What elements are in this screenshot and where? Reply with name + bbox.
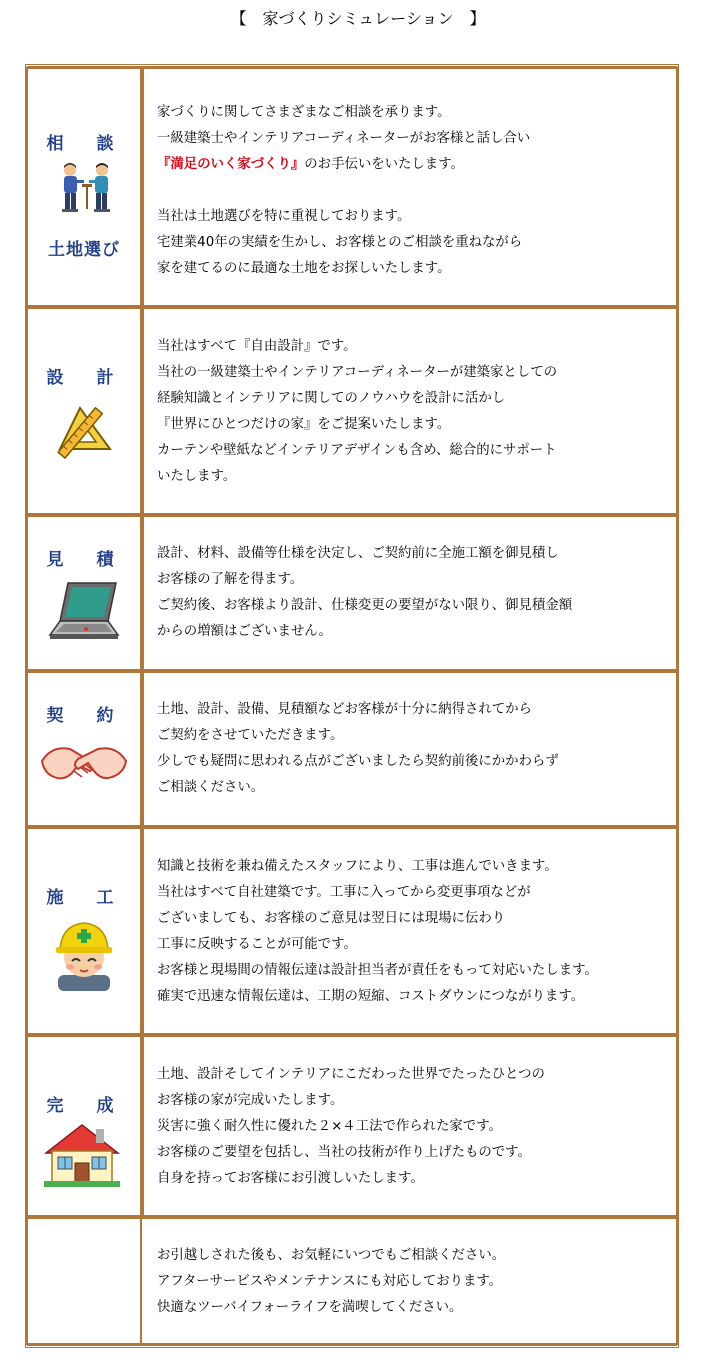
construction-worker-icon	[50, 917, 118, 997]
description-line: 災害に強く耐久性に優れた２×４工法で作られた家です。	[157, 1119, 502, 1134]
description-line: いたします。	[157, 469, 237, 484]
step-label-completion: 完 成	[46, 1096, 122, 1116]
step-description-cell	[142, 827, 678, 1035]
step-row-design	[26, 307, 678, 515]
step-description	[157, 334, 557, 490]
highlight-text: 『満足のいく家づくり』	[157, 157, 305, 172]
description-line: 少しでも疑問に思われる点がございましたら契約前後にかかわらず	[157, 754, 559, 769]
description-line: からの増額はございません。	[157, 624, 332, 639]
step-description-cell	[142, 671, 678, 827]
step-description	[157, 100, 530, 282]
step-label-cell	[26, 67, 142, 307]
description-line: 当社はすべて自社建築です。工事に入ってから変更事項などが	[157, 885, 531, 900]
meeting-icon	[58, 158, 114, 218]
step-description-cell	[142, 307, 678, 515]
description-line: 工事に反映することが可能です。	[157, 937, 357, 952]
description-line: ご相談ください。	[157, 780, 265, 795]
step-description-cell	[142, 1035, 678, 1217]
description-line: カーテンや壁紙などインテリアデザインも含め、総合的にサポート	[157, 443, 557, 458]
description-line: 土地、設計そしてインテリアにこだわった世界でたったひとつの	[157, 1067, 545, 1082]
description-line: お引越しされた後も、お気軽にいつでもご相談ください。	[157, 1248, 506, 1263]
set-square-ruler-icon	[50, 394, 120, 468]
step-row-consultation	[26, 67, 678, 307]
highlight-text-after: のお手伝いをいたします。	[304, 157, 464, 172]
blank-line	[157, 178, 530, 204]
step-description	[157, 697, 559, 801]
description-line: 当社の一級建築士やインテリアコーディネーターが建築家としての	[157, 365, 557, 380]
step-label-construction: 施 工	[46, 888, 122, 908]
description-line: お客様のご要望を包括し、当社の技術が作り上げたものです。	[157, 1145, 531, 1160]
step-label-estimate: 見 積	[46, 550, 122, 570]
description-line: 宅建業40年の実績を生かし、お客様とのご相談を重ねながら	[157, 235, 523, 250]
step-label-contract: 契 約	[46, 706, 122, 726]
description-line: 家を建てるのに最適な土地をお探しいたします。	[157, 261, 451, 276]
step-row-estimate	[26, 515, 678, 671]
description-line: お客様の家が完成いたします。	[157, 1093, 344, 1108]
step-row-construction	[26, 827, 678, 1035]
description-line: 自身を持ってお客様にお引渡しいたします。	[157, 1171, 424, 1186]
step-label-design: 設 計	[46, 368, 122, 388]
closing-row	[26, 1217, 678, 1345]
handshake-icon	[38, 737, 130, 795]
description-line: 当社はすべて『自由設計』です。	[157, 339, 357, 354]
description-line-highlight	[157, 152, 530, 178]
description-line: 快適なツーバイフォーライフを満喫してください。	[157, 1300, 463, 1315]
description-line: お客様と現場間の情報伝達は設計担当者が責任をもって対応いたします。	[157, 963, 598, 978]
step-label-land-selection: 土地選び	[48, 240, 120, 260]
page-title: 【 家づくりシミュレーション 】	[230, 9, 486, 28]
step-description	[157, 541, 572, 645]
step-label-cell	[26, 671, 142, 827]
step-row-completion	[26, 1035, 678, 1217]
description-line: 『世界にひとつだけの家』をご提案いたします。	[157, 417, 451, 432]
description-line: 土地、設計、設備、見積額などお客様が十分に納得されてから	[157, 702, 532, 717]
step-label-consultation: 相 談	[46, 134, 122, 154]
description-line: ご契約をさせていただきます。	[157, 728, 344, 743]
closing-message-cell	[26, 1217, 678, 1345]
description-line: 確実で迅速な情報伝達は、工期の短縮、コストダウンにつながります。	[157, 989, 585, 1004]
description-line: 当社は土地選びを特に重視しております。	[157, 209, 411, 224]
step-description	[157, 854, 598, 1010]
step-description	[157, 1062, 545, 1192]
house-icon	[44, 1123, 120, 1191]
step-label-cell	[26, 1035, 142, 1217]
laptop-icon	[46, 579, 122, 647]
description-line: 家づくりに関してさまざまなご相談を承ります。	[157, 105, 451, 120]
description-line: 経験知識とインテリアに関してのノウハウを設計に活かし	[157, 391, 506, 406]
description-line: アフターサービスやメンテナンスにも対応しております。	[157, 1274, 503, 1289]
closing-message	[157, 1243, 505, 1321]
step-row-contract	[26, 671, 678, 827]
step-description-cell	[142, 515, 678, 671]
description-line: 知識と技術を兼ね備えたスタッフにより、工事は進んでいきます。	[157, 859, 558, 874]
description-line: お客様の了解を得ます。	[157, 572, 304, 587]
description-line: 設計、材料、設備等仕様を決定し、ご契約前に全施工額を御見積し	[157, 546, 559, 561]
step-label-cell	[26, 515, 142, 671]
step-description-cell	[142, 67, 678, 307]
description-line: ございましても、お客様のご意見は翌日には現場に伝わり	[157, 911, 506, 926]
step-label-cell	[26, 307, 142, 515]
description-line: 一級建築士やインテリアコーディネーターがお客様と話し合い	[157, 131, 531, 146]
description-line: ご契約後、お客様より設計、仕様変更の要望がない限り、御見積金額	[157, 598, 573, 613]
step-label-cell	[26, 827, 142, 1035]
